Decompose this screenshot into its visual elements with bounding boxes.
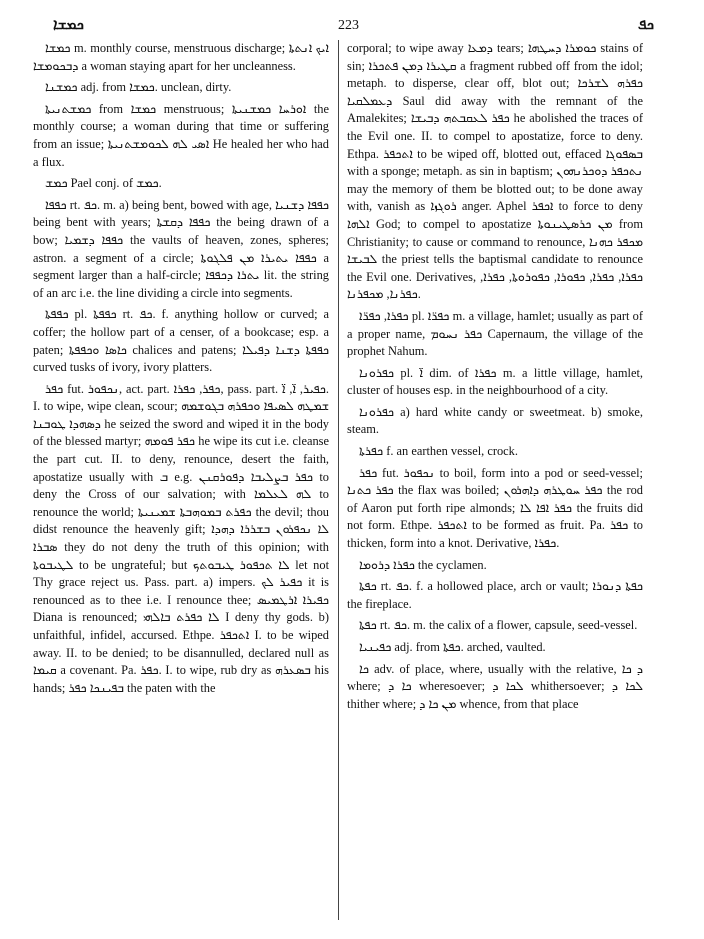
right-column xyxy=(347,40,643,920)
entry: ܟܦܦܬܐ pl. ܟܦܦܬܐ rt. ܟܦ. f. anything hollow or curved; a coffer; the hollow part of a censer, of a bookcase; esp. a paten; ܟܐܣܐ ܘܟܦܦܬܐ chalices and patens; ܟܦܦܬܐ ܕܫܢܐ ܕܦܝܠܐ curved tusks of ivory, ivory platters. xyxy=(33,307,329,375)
entry: corporal; to wipe away ܕܡܥܐ tears; ܟܘܡܪܐ ܕܚܛܗܐ stains of sin; ܩܛܝܪܐ ܕܡܢ ܦܬܟܪܐ a fragment rubbed off from the idol; metaph. to disperse, clear off, blot out; ܟܦܪܗ ܠܫܪܟܐ ܕܥܡܠܩܝܐ Saul did away with the remnant of the Amalekites; ܟܦܪ ܠܥܩܒܬܗ ܕܒܝܫܐ he abolished the traces of the Evil one. II. to compel to apostatize, force to deny. Ethpa. ܐܬܟܦܪ to be wiped off, blotted out, effaced ܒܣܦܘܓܐ with a sponge; metaph. as sin in baptism; ܢܬܟܦܪ ܕܘܟܪܢܗܘܢ may the memory of them be blotted out; to be done away with, vanish as ܪܘܓܙܐ anger. Aphel ܐܟܦܪ to force to deny ܐܠܗܐ God; to compel to apostatize ܡܢ ܟܪܣܛܝܢܘܬܐ from Christianity; to cause or command to renounce, ܡܟܦܪ ܟܗܢܐ ܠܒܝܫܐ the priest tells the baptismal candidate to renounce the Evil one. Derivatives, ܟܦܪܐ, ܟܦܪܐ, ܟܦܘܪܐ, ܟܦܘܪܘܬܐ, ܟܦܪܐ, ܟܦܪܢܐ, ܡܟܦܪܢܐ. xyxy=(347,41,643,302)
entry: ܟܡܫܬܢܝܬܐ from ܟܡܫܐ menstruous; ܐܘܪܚܐ ܟܡܫܢܝܬܐ the monthly course; a woman during that time or suffering from an issue; ܐܣܝ ܠܗ ܠܟܘܡܫܬܢܝܬܐ He healed her who had a flux. xyxy=(33,101,329,169)
entry: ܟܦܬܐ rt. ܟܦ. m. the calix of a flower, capsule, seed-vessel. xyxy=(359,618,638,633)
entry: ܟܦܪܐ ܕܪܘܡܐ the cyclamen. xyxy=(359,557,487,572)
entry: ܟܦܬܐ rt. ܟܦ. f. a hollowed place, arch or vault; ܟܦܬܐ ܕܢܘܪܐ the fireplace. xyxy=(347,579,643,611)
page-number: 223 xyxy=(338,18,359,33)
entry: ܟܦܪܘܢܐ pl. ܐ̈ dim. of ܟܦܪܐ m. a little village, hamlet, cluster of houses esp. in the neighbourhood of a city. xyxy=(347,365,643,398)
entry: ܟܦܪܬܐ f. an earthen vessel, crock. xyxy=(359,444,518,459)
entry: ܟܡܫ Pael conj. of ܟܡܫ. xyxy=(45,176,162,191)
entry: ܟܦܪ fut. ܢܟܦܘܪ to boil, form into a pod or seed-vessel; ܟܦܪ ܟܬܢܐ the flax was boiled; ܟܦܪ ܚܘܛܪܗ ܕܐܗܪܘܢ the rod of Aaron put forth ripe almonds; ܟܦܪ ܐܦܐ ܠܐ the fruits did not form. Ethpe. ܐܬܟܦܪ to be formed as fruit. Pa. ܟܦܪ to thicken, form into a knot. Derivative, ܟܦܪܐ. xyxy=(347,465,643,551)
page-header xyxy=(33,14,664,40)
column-divider xyxy=(338,40,339,920)
entry: ܟܦܪܘܢܐ a) hard white candy or sweetmeat. b) smoke, steam. xyxy=(347,404,643,437)
entry: ܟܡܫܢܐ adj. from ܟܡܫܐ. unclean, dirty. xyxy=(45,80,232,95)
entry: ܟܦܦܐ rt. ܟܦ. m. a) being bent, bowed with age, ܟܦܦܐ ܕܫܢܝܐ being bent with years; ܟܦܦܐ ܕܩܫܬܐ the being drawn of a bow; ܟܦܦܐ ܕܫܡܝܐ the vaults of heaven, zones, spheres; astron. a segment of a circle; ܟܦܦܐ ܝܬܝܪܐ ܡܢ ܦܠܓܘܬܐ a segment larger than a half-circle; ܝܬܪܐ ܕܟܦܦܐ lit. the string of an arc i.e. the line dividing a circle into segments. xyxy=(33,197,329,300)
columns xyxy=(33,40,664,920)
entry: ܟܦܪ fut. ܢܟܦܘܪ, act. part. ܟܦܪ, ܟܦܪܐ, pass. part. ܟܦܝܪ, ܐ̈, ܐ̈. I. to wipe, wipe clean, scour; ܫܡܛܗ ܠܣܝܦܐ ܘܟܦܪܗ ܒܓܘܫܡܗ ܕܣܗܕܐ ܛܘܒܢܐ he seized the sword and wiped it in the body of the blessed martyr; ܟܦܪ ܦܘܡܗ he wipe its cut i.e. cleanse the part cut. II. to deny, renounce, desert the faith, apostatize usually with ܒ e.g. ܟܦܪ ܒܨܠܝܒܐ ܕܦܘܪܩܢܢ to deny the Cross of our salvation; with ܠܗ ܠܥܠܡܐ to renounce the world; ܟܦܪܬ ܒܡܘܗܒܬܐ ܫܡܝܢܝܬܐ the devil; thou didst renounce the heavenly gift; ܠܐ ܢܟܦܪܘܢ ܒܫܪܪܐ ܕܗܕܐ ܣܒܪܐ they do not deny the truth of this opinion; with ܠܛܝܒܘܬܐ to be ungrateful; but ܠܐ ܬܟܦܘܪ ܛܝܒܘܬܟ let not Thy grace reject us. Pass. part. a) impers. ܟܦܝܪ ܠܟ it is renounced as to thee i.e. I renounce thee; ܟܦܝܪܐ ܐܪܛܡܝܣ Diana is renounced; ܠܐ ܟܦܪܬ ܒܐܠܗܝ I deny thy gods. b) unfaithful, infidel, accursed. Ethpe. ܐܬܟܦܪ I. to be wiped away. II. to be denied; to be disannulled, declared null as ܩܝܡܐ a covenant. Pa. ܟܦܪ. I. to wipe, rub dry as ܒܣܥܪܗ his hands; ܒܦܝܢܟܐ ܟܦܪ the paten with the xyxy=(33,381,329,695)
header-right-catchword: ܟܦ xyxy=(637,17,654,33)
entry: ܟܐ adv. of place, where, usually with the relative, ܕ ܟܐ where; ܟܐ ܕ wheresoever; ܠܟܐ ܕ whithersoever; ܠܟܐ ܕ thither where; ܡܢ ܟܐ ܕ whence, from that place xyxy=(347,661,643,711)
header-left-catchword: ܟܡܫܐ xyxy=(53,17,84,33)
entry: ܟܡܫܐ m. monthly course, menstruous discharge; ܐܝܟ ܐܢܬܬܐ ܕܒܟܘܡܫܐ a woman staying apart for her uncleanness. xyxy=(33,41,329,73)
left-column xyxy=(33,40,329,920)
entry: ܟܦܪܐ, ܟܦܪ̈ܐ pl. ܟܦܪ̈ܐ m. a village, hamlet; usually as part of a proper name, ܟܦܪ ܢܚܘܡ Capernaum, the village of the prophet Nahum. xyxy=(347,308,643,359)
entry: ܟܦܝܢܝܐ adj. from ܟܦܬܐ. arched, vaulted. xyxy=(359,640,546,654)
